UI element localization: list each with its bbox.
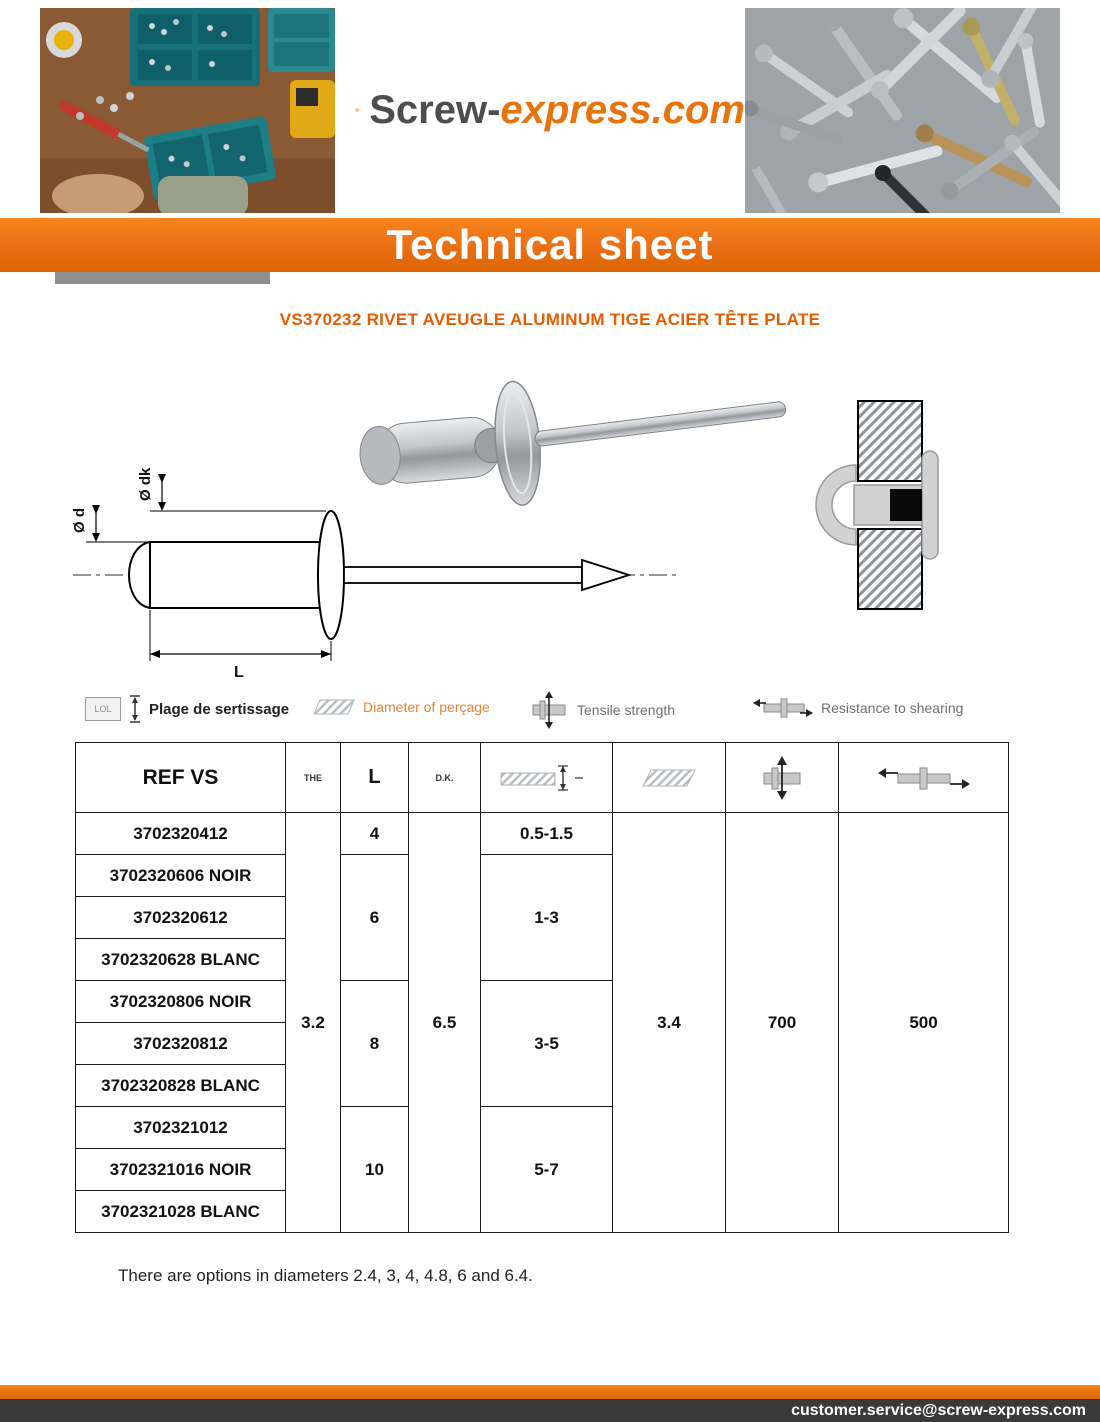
tensile-header-icon <box>758 755 806 801</box>
dim-l-label: L <box>234 664 244 681</box>
ref-cell: 3702321028 BLANC <box>76 1191 286 1233</box>
spec-table <box>75 742 1009 1233</box>
the-cell: 3.2 <box>286 813 341 1233</box>
ref-cell: 3702320628 BLANC <box>76 939 286 981</box>
dim-d-label: Ø d <box>71 508 88 533</box>
legend-tensile-label: Tensile strength <box>577 702 676 718</box>
crimp-range-header-icon <box>497 762 597 794</box>
header-ref: REF VS <box>76 743 286 813</box>
tensile-strength-icon <box>528 690 570 730</box>
legend-shear <box>752 696 963 720</box>
rivet-technical-drawing <box>38 425 683 685</box>
ref-cell: 3702320806 NOIR <box>76 981 286 1023</box>
installation-cross-section <box>790 395 965 615</box>
footer-bar <box>0 1399 1100 1422</box>
plage-cell: 5-7 <box>481 1107 613 1233</box>
dim-dk-label: Ø dk <box>137 467 154 501</box>
plage-cell: 0.5-1.5 <box>481 813 613 855</box>
ref-cell: 3702320412 <box>76 813 286 855</box>
l-cell: 8 <box>341 981 409 1107</box>
logo-swoosh-icon <box>355 79 359 141</box>
header-the: THE <box>286 743 341 813</box>
tensile-cell: 700 <box>726 813 839 1233</box>
banner-title: Technical sheet <box>386 221 714 268</box>
l-cell: 6 <box>341 855 409 981</box>
legend-percage-label: Diameter of perçage <box>363 699 490 715</box>
legend-plage <box>85 694 289 724</box>
shear-cell: 500 <box>839 813 1009 1233</box>
brand-name <box>369 88 745 133</box>
footer-orange-bar <box>0 1385 1100 1399</box>
plage-cell: 3-5 <box>481 981 613 1107</box>
ref-cell: 3702321012 <box>76 1107 286 1149</box>
ref-cell: 3702320812 <box>76 1023 286 1065</box>
customer-service-email[interactable]: customer.service@screw-express.com <box>791 1401 1086 1419</box>
shear-header-icon <box>876 764 972 792</box>
legend-tensile <box>528 690 675 730</box>
legend-shear-label: Resistance to shearing <box>821 700 964 716</box>
ref-cell: 3702320828 BLANC <box>76 1065 286 1107</box>
ref-cell: 3702321016 NOIR <box>76 1149 286 1191</box>
l-cell: 4 <box>341 813 409 855</box>
dk-cell: 6.5 <box>409 813 481 1233</box>
logo <box>355 70 745 150</box>
header-shear-icon-cell <box>839 743 1009 813</box>
screws-photo <box>745 8 1060 213</box>
brand-suffix: express.com <box>500 87 745 132</box>
header-tensile-icon-cell <box>726 743 839 813</box>
banner-gray-strip <box>55 272 270 284</box>
legend-plage-label: Plage de sertissage <box>149 700 290 718</box>
product-title: VS370232 RIVET AVEUGLE ALUMINUM TIGE ACIER TÊTE PLATE <box>279 310 821 329</box>
diameter-options-note: There are options in diameters 2.4, 3, 4, 4.8, 6 and 6.4. <box>118 1266 533 1285</box>
crimp-range-icon <box>128 694 142 724</box>
missing-image-placeholder: LOL <box>85 697 121 721</box>
drill-diameter-header-icon <box>641 767 697 789</box>
technical-sheet-banner <box>0 218 1100 272</box>
header-plage-icon-cell <box>481 743 613 813</box>
l-cell: 10 <box>341 1107 409 1233</box>
plage-cell: 1-3 <box>481 855 613 981</box>
ref-cell: 3702320612 <box>76 897 286 939</box>
brand-prefix: Screw- <box>369 87 501 132</box>
table-row <box>76 813 1009 855</box>
shear-resistance-icon <box>752 696 814 720</box>
percage-cell: 3.4 <box>613 813 726 1233</box>
header-l: L <box>341 743 409 813</box>
legend-percage <box>312 698 490 716</box>
header-dk: D.K. <box>409 743 481 813</box>
workbench-photo <box>40 8 335 213</box>
drill-diameter-icon <box>312 698 356 716</box>
ref-cell: 3702320606 NOIR <box>76 855 286 897</box>
table-header-row <box>76 743 1009 813</box>
header-percage-icon-cell <box>613 743 726 813</box>
